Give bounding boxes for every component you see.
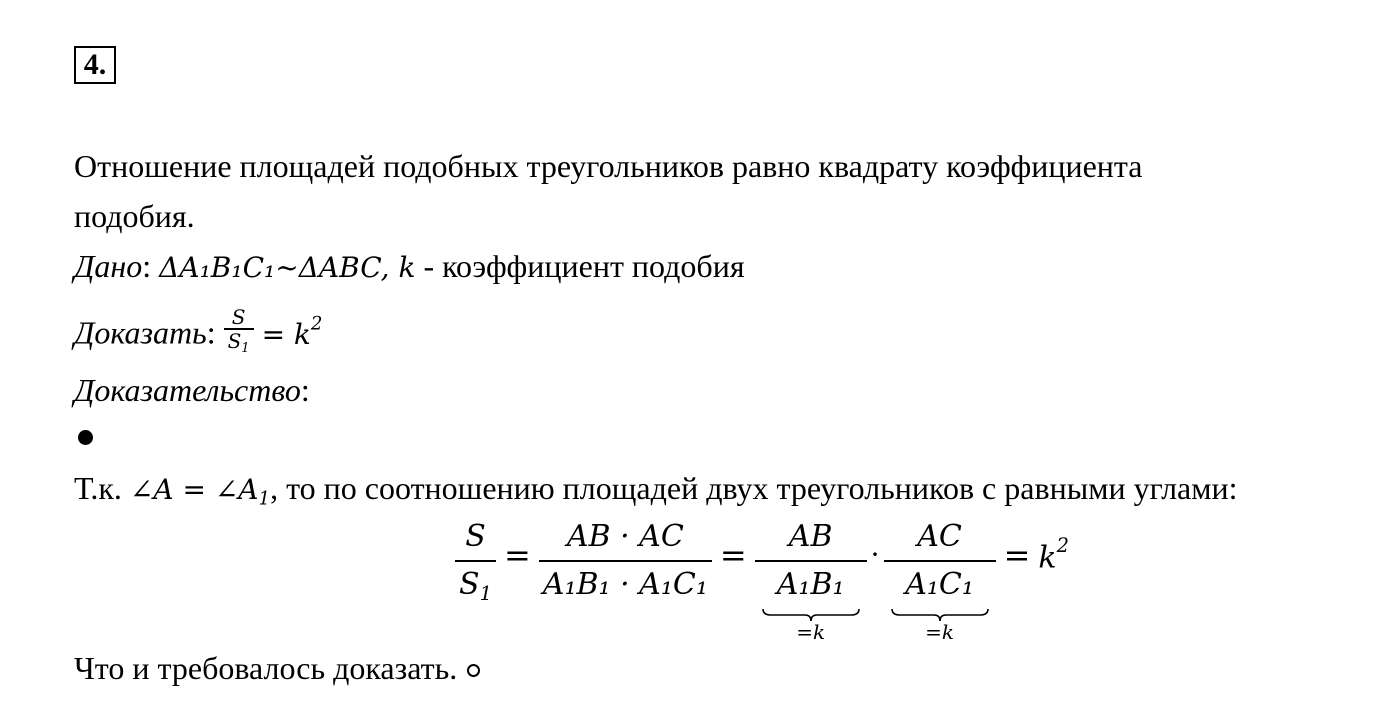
fraction-products: $\frac{AB \cdot AC}{\text{A₁B₁ · A₁C₁}}$ <box>539 514 712 608</box>
bullet-dot <box>78 430 93 445</box>
fraction-ab: AB A₁B₁ =k <box>755 514 867 642</box>
main-formula: $\frac{S}{S_1}$ = $\frac{AB \cdot AC}{\text{A₁B₁ · A₁C₁}}$ = AB A₁B₁ =k · AC A₁C₁ =k = $k^2$ <box>455 510 1069 650</box>
intro-line-2: подобия. <box>74 198 195 234</box>
task-number: 4. <box>74 46 116 84</box>
given-math: ΔA₁B₁C₁~ΔABC, k <box>159 251 416 284</box>
fraction-s-s1: $\frac{S}{S_1}$ <box>455 514 496 617</box>
given-label: Дано <box>74 248 143 284</box>
conclusion-line <box>74 648 480 688</box>
underbrace-label-ab: =k <box>796 620 826 644</box>
prove-rhs: = $k^2$ <box>261 313 323 351</box>
fraction-ac: AC A₁C₁ =k <box>884 514 996 642</box>
end-of-proof-circle-icon <box>467 664 480 677</box>
given-line: Дано: ΔA₁B₁C₁~ΔABC, k - коэффициент подобия <box>74 248 745 284</box>
proof-label: Доказательство <box>74 372 301 408</box>
reason-prefix: Т.к. <box>74 470 130 506</box>
reason-math: ∠A = $\angle A_1$ <box>129 473 271 510</box>
prove-fraction <box>224 306 254 360</box>
conclusion-text: Что и требовалось доказать. <box>74 650 458 686</box>
underbrace-ab <box>761 608 861 622</box>
intro-line-1: Отношение площадей подобных треугольников равно квадрату коэффициента <box>74 148 1143 184</box>
formula-result: $k^2$ <box>1038 534 1069 576</box>
underbrace-ac <box>890 608 990 622</box>
underbrace-label-ac: =k <box>925 620 954 644</box>
reason-suffix: , то по соотношению площадей двух треугольников с равными углами: <box>270 470 1238 506</box>
prove-numerator: S <box>231 304 246 329</box>
given-text: - коэффициент подобия <box>415 248 745 284</box>
prove-denominator: $S_1$ <box>224 328 254 360</box>
proof-heading: Доказательство: <box>74 372 310 408</box>
prove-line: Доказать: $\frac{S}{S_1}$ = $k^2$ <box>74 304 322 359</box>
prove-label: Доказать <box>74 314 207 351</box>
